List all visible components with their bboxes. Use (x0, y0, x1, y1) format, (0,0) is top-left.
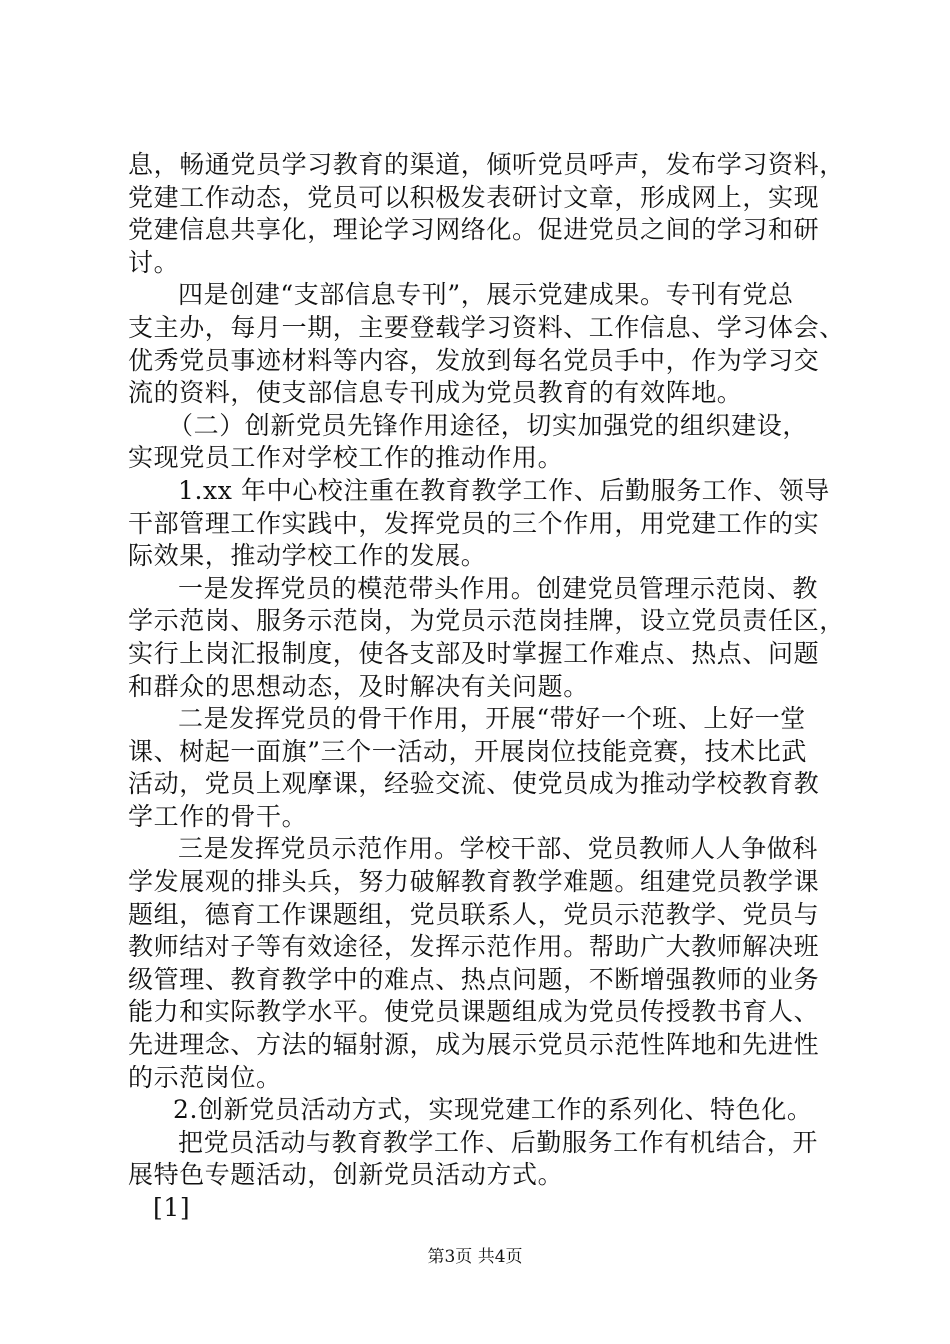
text-line: 能力和实际教学水平。使党员课题组成为党员传授教书育人、 (128, 997, 820, 1027)
document-body (128, 149, 845, 1225)
text-line: 际效果，推动学校工作的发展。 (128, 541, 487, 571)
text-line: 的示范岗位。 (128, 1062, 282, 1092)
text-line: 学工作的骨干。 (128, 801, 308, 831)
text-line: 把党员活动与教育教学工作、后勤服务工作有机结合，开 (178, 1127, 819, 1157)
text-line: 干部管理工作实践中，发挥党员的三个作用，用党建工作的实 (128, 508, 820, 538)
text-line: [1] (153, 1193, 191, 1222)
text-line: 二是发挥党员的骨干作用，开展“带好一个班、上好一堂 (178, 704, 806, 734)
text-line: 党建工作动态，党员可以积极发表研讨文章，形成网上，实现 (128, 182, 820, 212)
text-line: 讨。 (128, 247, 180, 277)
text-line: 活动，党员上观摩课，经验交流、使党员成为推动学校教育教 (128, 769, 820, 799)
text-line: 流的资料，使支部信息专刊成为党员教育的有效阵地。 (128, 378, 743, 408)
text-line: 党建信息共享化，理论学习网络化。促进党员之间的学习和研 (128, 215, 820, 245)
text-line: （二）创新党员先锋作用途径，切实加强党的组织建设， (168, 410, 809, 440)
text-line: 2.创新党员活动方式，实现党建工作的系列化、特色化。 (173, 1095, 813, 1125)
text-line: 优秀党员事迹材料等内容，发放到每名党员手中，作为学习交 (128, 345, 820, 375)
text-line: 1.xx 年中心校注重在教育教学工作、后勤服务工作、领导 (178, 475, 830, 505)
text-line: 教师结对子等有效途径，发挥示范作用。帮助广大教师解决班 (128, 932, 820, 962)
text-line: 实行上岗汇报制度，使各支部及时掌握工作难点、热点、问题 (128, 638, 820, 668)
text-line: 学示范岗、服务示范岗，为党员示范岗挂牌，设立党员责任区， (128, 606, 845, 636)
text-line: 四是创建“支部信息专刊”，展示党建成果。专刊有党总 (178, 280, 794, 310)
text-line: 先进理念、方法的辐射源，成为展示党员示范性阵地和先进性 (128, 1030, 820, 1060)
text-line: 课、树起一面旗”三个一活动，开展岗位技能竞赛，技术比武 (128, 736, 807, 766)
text-line: 一是发挥党员的模范带头作用。创建党员管理示范岗、教 (178, 573, 819, 603)
text-line: 和群众的思想动态，及时解决有关问题。 (128, 671, 589, 701)
text-line: 支主办，每月一期，主要登载学习资料、工作信息、学习体会、 (128, 312, 845, 342)
text-line: 息，畅通党员学习教育的渠道，倾听党员呼声，发布学习资料， (128, 150, 845, 179)
text-line: 学发展观的排头兵，努力破解教育教学难题。组建党员教学课 (128, 867, 820, 897)
text-line: 题组，德育工作课题组，党员联系人，党员示范教学、党员与 (128, 899, 820, 929)
text-line: 三是发挥党员示范作用。学校干部、党员教师人人争做科 (178, 834, 819, 864)
text-line: 实现党员工作对学校工作的推动作用。 (128, 443, 564, 473)
page-footer: 第3页 共4页 (427, 1247, 523, 1267)
text-line: 展特色专题活动，创新党员活动方式。 (128, 1160, 564, 1190)
text-line: 级管理、教育教学中的难点、热点问题，不断增强教师的业务 (128, 964, 820, 994)
